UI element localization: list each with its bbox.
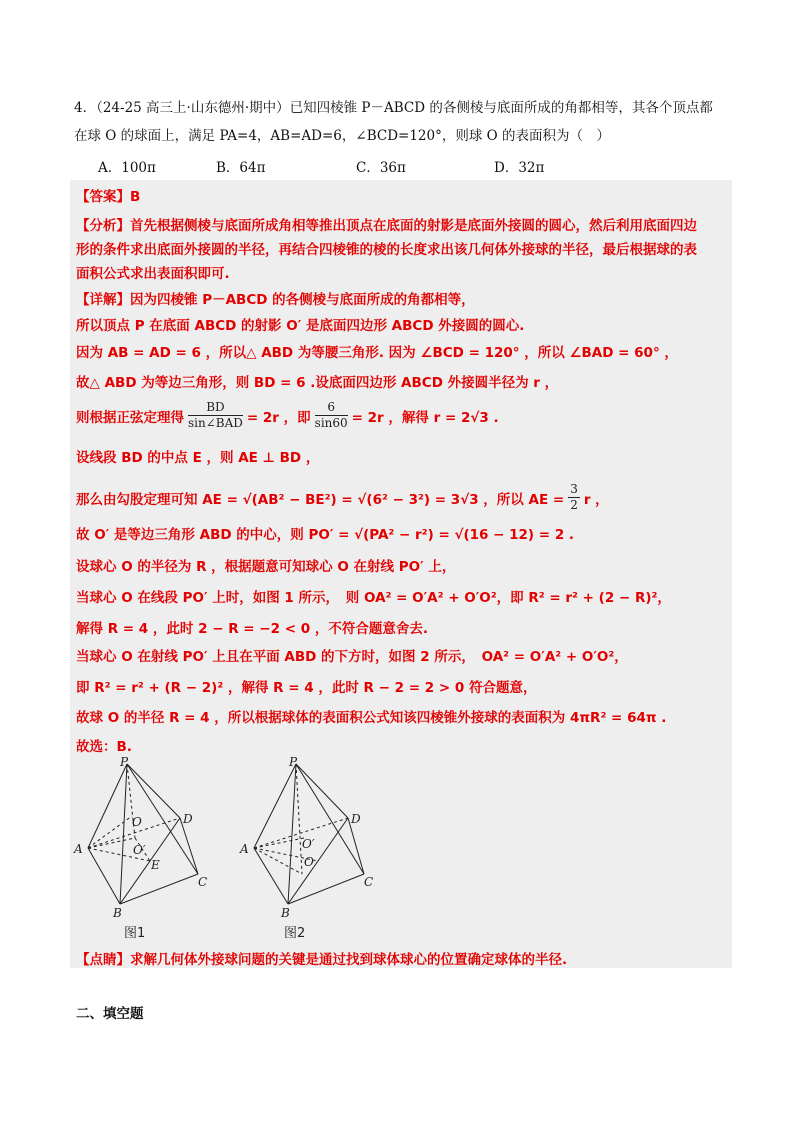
detail-line-12: 当球心 O 在射线 PO′ 上且在平面 ABD 的下方时，如图 2 所示， OA² = O′A² + O′O²， — [76, 649, 628, 665]
option-d: D．32π — [494, 160, 545, 176]
figure-2-caption: 图2 — [284, 926, 306, 941]
comment-line: 【点睛】求解几何体外接球问题的关键是通过找到球体球心的位置确定球体的半径. — [76, 952, 568, 968]
analysis-line-1: 【分析】首先根据侧棱与底面所成角相等推出顶点在底面的射影是底面外接圆的圆心，然后利用底面四边 — [76, 218, 697, 234]
analysis-line-2: 形的条件求出底面外接圆的半径，再结合四棱锥的棱的长度求出该几何体外接球的半径，最后根据球的表 — [76, 242, 697, 258]
figure-1-caption: 图1 — [124, 926, 146, 941]
vertex-label-o-prime: O′ — [302, 837, 315, 851]
fraction-numerator: 6 — [315, 400, 348, 416]
detail-line-2: 所以顶点 P 在底面 ABCD 的射影 O′ 是底面四边形 ABCD 外接圆的圆心. — [76, 318, 525, 334]
fraction-numerator: BD — [188, 400, 243, 416]
vertex-label-c: C — [364, 875, 374, 889]
fraction-denominator: sin∠BAD — [188, 416, 243, 430]
detail-line-15: 故选：B. — [76, 739, 132, 755]
detail-5-text-a: 则根据正弦定理得 — [76, 409, 184, 426]
detail-line-10: 当球心 O 在线段 PO′ 上时，如图 1 所示， 则 OA² = O′A² + O′O²，即 R² = r² + (2 − R)²， — [76, 590, 671, 606]
detail-5-text-c: = 2r ，解得 r = 2√3 . — [351, 409, 499, 426]
vertex-label-p: P — [120, 756, 129, 769]
fraction-3-over-2 — [568, 482, 580, 513]
vertex-label-o: O — [132, 815, 142, 829]
vertex-label-b: B — [113, 906, 122, 920]
fraction-denominator: sin60 — [314, 416, 348, 430]
question-line-1: 4．（24-25 高三上·山东德州·期中）已知四棱锥 P－ABCD 的各侧棱与底面所成的角都相等，其各个顶点都 — [74, 100, 713, 116]
detail-line-14: 故球 O 的半径 R = 4 ，所以根据球体的表面积公式知该四棱锥外接球的表面积为 4πR² = 64π . — [76, 710, 667, 726]
fraction-numerator: 3 — [570, 482, 578, 496]
vertex-label-d: D — [351, 812, 361, 826]
detail-line-6: 设线段 BD 的中点 E ，则 AE ⊥ BD ， — [76, 450, 320, 466]
detail-line-11: 解得 R = 4 ，此时 2 − R = −2 < 0 ，不符合题意舍去. — [76, 621, 428, 637]
detail-7-text-a: 那么由勾股定理可知 AE = √(AB² − BE²) = √(6² − 3²) = 3√3 ，所以 AE = — [76, 491, 565, 508]
option-b: B．64π — [216, 160, 266, 176]
detail-line-5 — [76, 400, 499, 431]
analysis-line-3: 面积公式求出表面积即可. — [76, 266, 230, 282]
option-a: A．100π — [98, 160, 156, 176]
detail-line-9: 设球心 O 的半径为 R ，根据题意可知球心 O 在射线 PO′ 上， — [76, 559, 456, 575]
detail-line-3: 因为 AB = AD = 6 ，所以△ ABD 为等腰三角形. 因为 ∠BCD = 120° ，所以 ∠BAD = 60° ， — [76, 345, 678, 361]
detail-line-4: 故△ ABD 为等边三角形，则 BD = 6 .设底面四边形 ABCD 外接圆半径为 r ， — [76, 375, 559, 391]
detail-line-13: 即 R² = r² + (R − 2)² ，解得 R = 4 ，此时 R − 2 = 2 > 0 符合题意， — [76, 680, 537, 696]
detail-line-7 — [76, 482, 609, 513]
pyramid-figure-2 — [236, 756, 386, 921]
detail-5-text-b: = 2r ，即 — [246, 409, 311, 426]
vertex-label-a: A — [74, 842, 83, 856]
vertex-label-p: P — [289, 756, 298, 769]
vertex-label-b: B — [281, 906, 290, 920]
detail-line-1: 【详解】因为四棱锥 P－ABCD 的各侧棱与底面所成的角都相等， — [76, 292, 475, 308]
fraction-6-over-sin60 — [315, 400, 348, 431]
vertex-label-d: D — [183, 812, 193, 826]
option-c: C．36π — [356, 160, 406, 176]
answer-label: 【答案】B — [76, 189, 141, 205]
question-line-2: 在球 O 的球面上，满足 PA=4，AB=AD=6，∠BCD=120°，则球 O 的表面积为（ ） — [74, 128, 611, 144]
detail-7-text-b: r ， — [583, 491, 609, 508]
vertex-label-e: E — [151, 858, 160, 872]
fraction-denominator: 2 — [570, 498, 578, 512]
detail-line-8: 故 O′ 是等边三角形 ABD 的中心，则 PO′ = √(PA² − r²) = √(16 − 12) = 2 . — [76, 527, 575, 543]
section-title: 二、填空题 — [76, 1006, 144, 1022]
vertex-label-c: C — [198, 875, 208, 889]
fraction-bd-over-sin — [188, 400, 243, 431]
pyramid-figure-1 — [70, 756, 220, 921]
vertex-label-o: O — [304, 855, 314, 869]
vertex-label-a: A — [240, 842, 249, 856]
vertex-label-o-prime: O′ — [133, 843, 146, 857]
